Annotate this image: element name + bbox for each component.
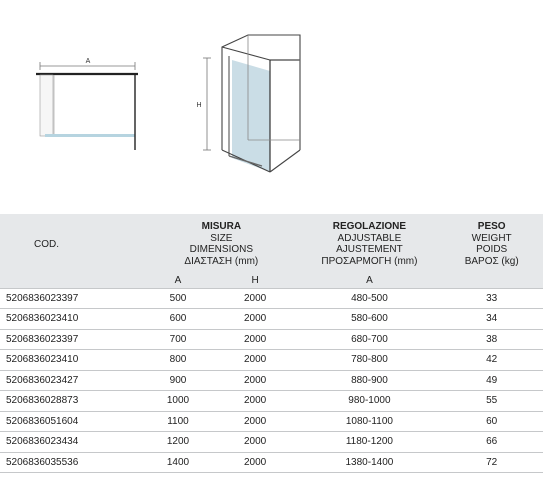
cell-weight: 49: [440, 370, 543, 391]
cell-adjust: 580-600: [298, 309, 440, 330]
header-code: COD.: [34, 238, 59, 250]
cell-adjust: 780-800: [298, 350, 440, 371]
top-view-drawing: [36, 58, 138, 150]
cell-adjust: 680-700: [298, 329, 440, 350]
cell-size-h: 2000: [212, 452, 299, 473]
cell-size-h: 2000: [212, 329, 299, 350]
cell-code: 5206836051604: [0, 411, 144, 432]
cell-adjust: 480-500: [298, 288, 440, 309]
cell-size-a: 700: [144, 329, 212, 350]
subheader-adjust-a: A: [366, 275, 373, 287]
cell-size-h: 2000: [212, 432, 299, 453]
table-row: [0, 452, 543, 473]
cell-size-a: 1000: [144, 391, 212, 412]
cell-weight: 55: [440, 391, 543, 412]
header-adjustable: [298, 214, 440, 274]
cell-weight: 34: [440, 309, 543, 330]
cell-code: 5206836023397: [0, 329, 144, 350]
cell-adjust: 1380-1400: [298, 452, 440, 473]
header-weight-it: PESO: [477, 221, 506, 232]
table-row: [0, 391, 543, 412]
table-subheader-row: [0, 274, 543, 288]
cell-code: 5206836023427: [0, 370, 144, 391]
header-weight-gr: ΒΑΡΟΣ (kg): [464, 255, 519, 267]
cell-code: 5206836035536: [0, 452, 144, 473]
cell-adjust: 980-1000: [298, 391, 440, 412]
subheader-blank: [0, 274, 144, 288]
cell-size-a: 900: [144, 370, 212, 391]
header-weight-fr: POIDS: [476, 244, 508, 255]
cell-weight: 72: [440, 452, 543, 473]
header-adjustable-fr: AJUSTEMENT: [336, 244, 403, 255]
table-row: [0, 370, 543, 391]
perspective-drawing: [196, 35, 300, 172]
cell-size-h: 2000: [212, 288, 299, 309]
table-row: [0, 350, 543, 371]
cell-size-a: 1400: [144, 452, 212, 473]
cell-size-h: 2000: [212, 350, 299, 371]
header-weight: [440, 214, 543, 274]
cell-code: 5206836023410: [0, 350, 144, 371]
specifications-table: [0, 214, 543, 473]
cell-size-h: 2000: [212, 309, 299, 330]
header-adjustable-en: ADJUSTABLE: [337, 232, 402, 244]
cell-weight: 42: [440, 350, 543, 371]
subheader-size-h: H: [251, 275, 259, 287]
cell-size-h: 2000: [212, 391, 299, 412]
cell-code: 5206836023410: [0, 309, 144, 330]
cell-size-a: 500: [144, 288, 212, 309]
table-header-row: [0, 214, 543, 274]
perspective-height-label: H: [196, 102, 202, 109]
table-row: [0, 411, 543, 432]
cell-adjust: 1080-1100: [298, 411, 440, 432]
cell-code: 5206836023397: [0, 288, 144, 309]
cell-size-a: 800: [144, 350, 212, 371]
header-size-gr: ΔΙΑΣΤΑΣΗ (mm): [184, 255, 259, 267]
cell-size-a: 1200: [144, 432, 212, 453]
table-row: [0, 288, 543, 309]
table-row: [0, 329, 543, 350]
cell-weight: 38: [440, 329, 543, 350]
subheader-weight-blank: [440, 274, 543, 288]
cell-weight: 60: [440, 411, 543, 432]
header-size-it: MISURA: [201, 221, 242, 232]
cell-size-a: 1100: [144, 411, 212, 432]
header-size-en: SIZE: [210, 232, 233, 244]
technical-drawings: [0, 0, 543, 215]
cell-weight: 33: [440, 288, 543, 309]
subheader-size-a: A: [174, 275, 182, 287]
table-row: [0, 432, 543, 453]
cell-size-h: 2000: [212, 370, 299, 391]
cell-size-h: 2000: [212, 411, 299, 432]
cell-adjust: 880-900: [298, 370, 440, 391]
table-row: [0, 309, 543, 330]
header-adjustable-gr: ΠΡΟΣΑΡΜΟΓΗ (mm): [321, 255, 418, 267]
cell-adjust: 1180-1200: [298, 432, 440, 453]
cell-code: 5206836023434: [0, 432, 144, 453]
cell-code: 5206836028873: [0, 391, 144, 412]
top-view-dimension-label: A: [85, 58, 91, 65]
header-weight-en: WEIGHT: [471, 232, 512, 244]
header-adjustable-it: REGOLAZIONE: [332, 221, 407, 232]
header-size: [144, 214, 298, 274]
header-size-fr: DIMENSIONS: [189, 244, 254, 255]
cell-weight: 66: [440, 432, 543, 453]
cell-size-a: 600: [144, 309, 212, 330]
